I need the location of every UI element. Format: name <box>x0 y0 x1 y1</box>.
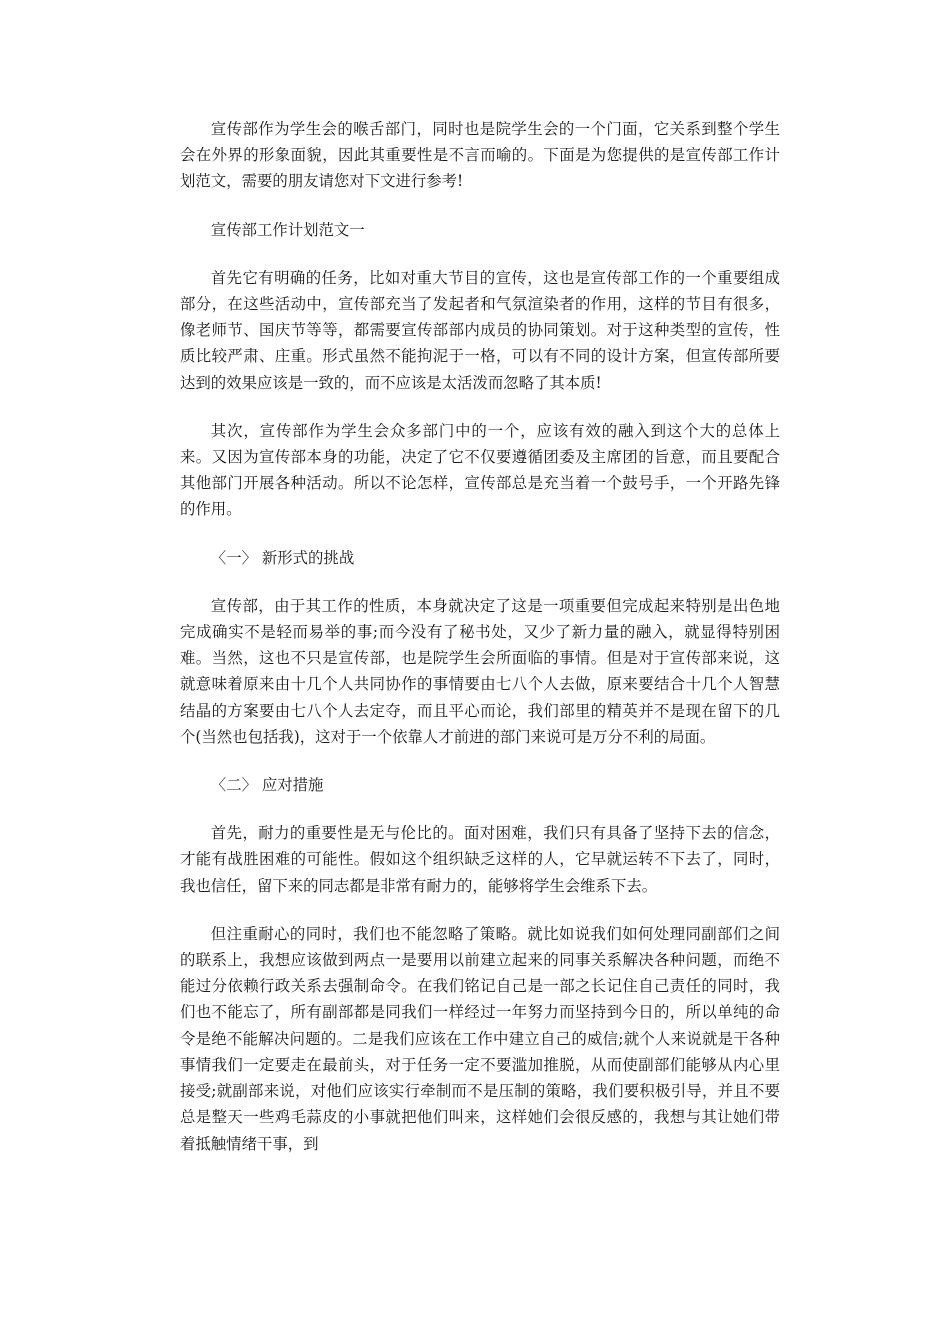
body-paragraph: 但注重耐心的同时，我们也不能忽略了策略。就比如说我们如何处理同副部们之间的联系上，我想应该做到两点一是要用以前建立起来的同事关系解决各种问题，而绝不能过分依赖行政关系去强制命令。在我们铭记自己是一部之长记住自己责任的同时，我们也不能忘了，所有副部都是同我们一样经过一年努力而坚持到今日的，所以单纯的命令是绝不能解决问题的。二是我们应该在工作中建立自己的威信;就个人来说就是干各种事情我们一定要走在最前头，对于任务一定不要滥加推脱，从而使副部们能够从内心里接受;就副部来说，对他们应该实行牵制而不是压制的策略，我们要积极引导，并且不要总是整天一些鸡毛蒜皮的小事就把他们叫来，这样她们会很反感的，我想与其让她们带着抵触情绪干事，到 <box>180 924 780 1153</box>
subsection-heading: 〈二〉 应对措施 <box>210 776 324 795</box>
body-paragraph: 其次，宣传部作为学生会众多部门中的一个，应该有效的融入到这个大的总体上来。又因为宣传部本身的功能，决定了它不仅要遵循团委及主席团的旨意，而且要配合其他部门开展各种活动。所以不论怎样，宣传部总是充当着一个鼓号手，一个开路先锋的作用。 <box>180 421 780 519</box>
body-paragraph: 宣传部，由于其工作的性质，本身就决定了这是一项重要但完成起来特别是出色地完成确实不是轻而易举的事;而今没有了秘书处，又少了新力量的融入，就显得特别困难。当然，这也不只是宣传部，也是院学生会所面临的事情。但是对于宣传部来说，这就意味着原来由十几个人共同协作的事情要由七八个人去做，原来要结合十几个人智慧结晶的方案要由七八个人去定夺，而且平心而论，我们部里的精英并不是现在留下的几个(当然也包括我)，这对于一个依靠人才前进的部门来说可是万分不利的局面。 <box>180 596 780 746</box>
subsection-heading: 〈一〉 新形式的挑战 <box>210 548 355 567</box>
body-paragraph: 首先它有明确的任务，比如对重大节目的宣传，这也是宣传部工作的一个重要组成部分，在这些活动中，宣传部充当了发起者和气氛渲染者的作用，这样的节目有很多，像老师节、国庆节等等，都需要宣传部部内成员的协同策划。对于这种类型的宣传，性质比较严肃、庄重。形式虽然不能拘泥于一格，可以有不同的设计方案，但宣传部所要达到的效果应该是一致的，而不应该是太活泼而忽略了其本质! <box>180 268 780 392</box>
document-body <box>180 116 780 1157</box>
intro-paragraph: 宣传部作为学生会的喉舌部门，同时也是院学生会的一个门面，它关系到整个学生会在外界的形象面貌，因此其重要性是不言而喻的。下面是为您提供的是宣传部工作计划范文，需要的朋友请您对下文进行参考! <box>180 120 780 191</box>
section-title: 宣传部工作计划范文一 <box>210 220 365 239</box>
body-paragraph: 首先，耐力的重要性是无与伦比的。面对困难，我们只有具备了坚持下去的信念，才能有战胜困难的可能性。假如这个组织缺乏这样的人，它早就运转不下去了，同时，我也信任，留下来的同志都是非常有耐力的，能够将学生会维系下去。 <box>180 824 780 895</box>
